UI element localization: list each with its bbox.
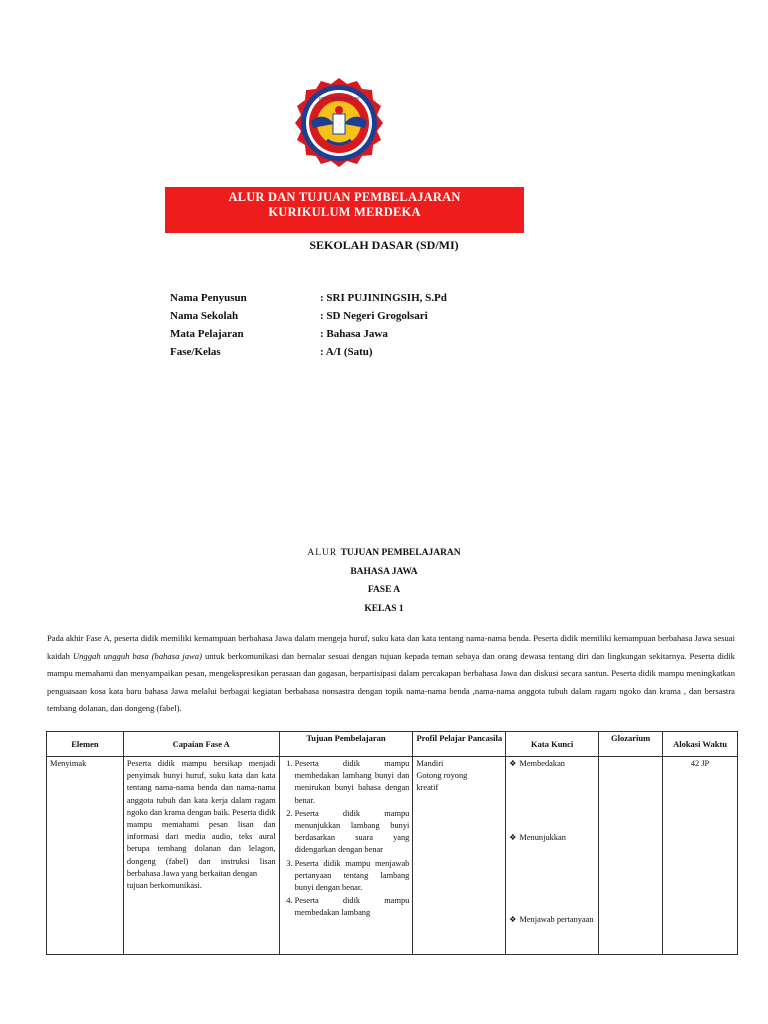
cell-glozarium: [599, 757, 663, 955]
info-label: Nama Sekolah: [170, 310, 239, 322]
phase-description-paragraph: [47, 630, 735, 718]
info-row-mapel: [170, 328, 447, 346]
capaian-text-end: tujuan berkomunikasi.: [126, 881, 202, 891]
header-tujuan: Tujuan Pembelajaran: [279, 732, 413, 757]
paragraph-italic: Unggah ungguh basa (bahasa jawa): [72, 650, 202, 661]
info-row-penyusun: [170, 292, 447, 310]
paragraph-text: untuk berkomunikasi dan bernalar sesuai dengan tujuan kepada teman sebaya dan orang dewasa tentang diri dan lingkungan sekitarnya. Peserta didik mampu memahami dan menyampaikan pesan, mengekspresikan perasaan dan gagasan, berpartisipasi dalam percakapan berbahasa Jawa dan diskusi secara santun. Peserta didik mampu meningkatkan penguasaan kosa kata baru bahasa Jawa melalui berbagai kegiatan berbahasa nonsastra dengan topik nama-nama benda ,nama-nama anggota tubuh dalam ragam ngoko dan krama , dan bersastra tembang dolanan, dan dongeng (fabel).: [47, 650, 735, 714]
cell-alokasi: 42 JP: [663, 757, 738, 955]
info-value: : A/I (Satu): [320, 346, 373, 358]
svg-text:SDN GROGOLSARI: SDN GROGOLSARI: [318, 96, 360, 101]
info-row-sekolah: [170, 310, 447, 328]
atp-heading-phase: FASE A: [367, 585, 401, 595]
title-banner: [165, 187, 524, 233]
list-item: 3. Peserta didik mampu menjawab pertanyaan tentang lambang bunyi dengan benar.: [295, 858, 410, 895]
keyword-item: [509, 758, 595, 770]
capaian-text: Peserta didik mampu bersikap menjadi penyimak bunyi huruf, suku kata dan kata tentang nama-nama benda dan nama-nama anggota tubuh dan kata kerja dalam ragam ngoko dan krama dengan baik. Peserta didik mampu memahami pesan lisan dan informasi dari media audio, teks aural berupa tembang dolanan dan lelagon, dongeng (fabel) dan instruksi lisan berbahasa Jawa yang berkaitan dengan: [126, 759, 276, 878]
atp-table: [46, 731, 738, 955]
cell-kata-kunci: [506, 757, 599, 955]
info-row-fase: [170, 346, 447, 364]
diamond-bullet-icon: ❖: [509, 915, 517, 925]
atp-heading-tp: TUJUAN PEMBELAJARAN: [340, 548, 461, 558]
diamond-bullet-icon: ❖: [509, 759, 517, 768]
header-capaian: Capaian Fase A: [123, 732, 279, 757]
header-profil: Profil Pelajar Pancasila: [413, 732, 506, 757]
list-item: 1. Peserta didik mampu membedakan lambang bunyi dan menirukan bunyi bahasa dengan benar.: [295, 758, 410, 807]
atp-heading: [0, 544, 768, 618]
profil-item: kreatif: [416, 783, 439, 793]
list-item: 4. Peserta didik mampu membedakan lambang: [295, 895, 410, 919]
school-level-heading: SEKOLAH DASAR (SD/MI): [309, 238, 459, 252]
paragraph-text: Pada akhir Fase A, peserta didik memiliki kemampuan berbahasa Jawa dalam mengeja huruf, suku kata dan kata tentang nama-nama benda. Peserta didik memiliki kemampuan berbahasa Jawa sesuai kaidah: [47, 633, 735, 661]
banner-title-line2: KURIKULUM MERDEKA: [268, 205, 421, 219]
info-value: : SD Negeri Grogolsari: [320, 310, 428, 322]
keyword-item: [509, 914, 595, 926]
table-row: [47, 757, 738, 955]
diamond-bullet-icon: ❖: [509, 833, 517, 843]
identity-info: [170, 292, 447, 364]
banner-title-line1: ALUR DAN TUJUAN PEMBELAJARAN: [228, 190, 461, 204]
profil-item: Gotong royong: [416, 771, 468, 781]
atp-heading-alur: ALUR: [307, 548, 341, 558]
header-elemen: Elemen: [47, 732, 124, 757]
header-alokasi: Alokasi Waktu: [663, 732, 738, 757]
profil-item: Mandiri: [416, 759, 444, 768]
cell-capaian: [123, 757, 279, 955]
info-label: Mata Pelajaran: [170, 328, 244, 340]
tujuan-list: [283, 758, 410, 920]
info-label: Fase/Kelas: [170, 346, 221, 358]
atp-heading-subject: BAHASA JAWA: [350, 566, 418, 577]
keyword-text: Membedakan: [519, 759, 565, 768]
cell-tujuan: [279, 757, 413, 955]
table-header-row: [47, 732, 738, 757]
cell-profil: [413, 757, 506, 955]
keyword-item: [509, 832, 595, 844]
atp-heading-class: KELAS 1: [364, 603, 404, 614]
header-kata-kunci: Kata Kunci: [506, 732, 599, 757]
header-glozarium: Glozarium: [599, 732, 663, 757]
info-label: Nama Penyusun: [170, 292, 247, 304]
keyword-text: Menunjukkan: [519, 833, 566, 843]
cell-elemen: Menyimak: [47, 757, 124, 955]
list-item: 2. Peserta didik mampu menunjukkan lambang bunyi berdasarkan suara yang didengarkan dengan benar: [295, 808, 410, 857]
info-value: : Bahasa Jawa: [320, 328, 388, 340]
info-value: : SRI PUJININGSIH, S.Pd: [320, 292, 447, 304]
school-logo: [289, 76, 389, 168]
atp-heading-line1: [0, 544, 768, 563]
keyword-text: Menjawab pertanyaan: [519, 915, 594, 925]
